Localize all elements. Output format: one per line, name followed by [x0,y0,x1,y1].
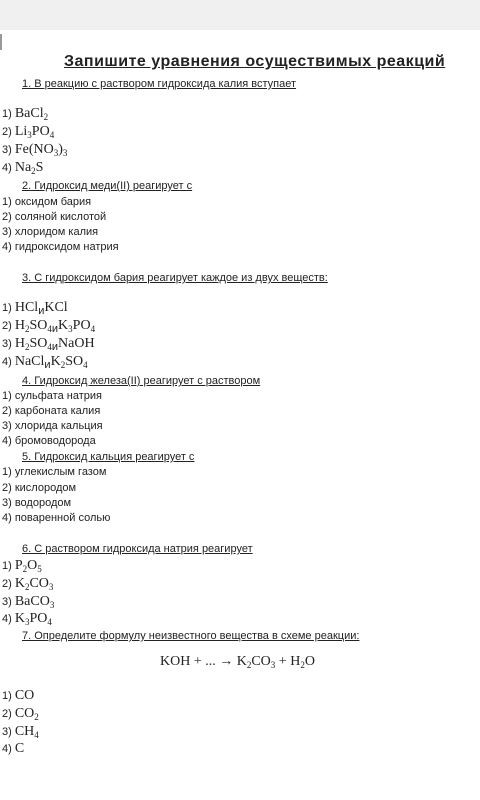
q4-option-3: 3) хлорида кальция [2,420,103,432]
edge-mark [0,34,2,50]
q2-option-2: 2) соляной кислотой [2,211,107,223]
q5-option-4: 4) поваренной солью [2,512,111,524]
q7-option-4: 4) C [2,741,25,756]
q4-option-4: 4) бромоводорода [2,435,96,447]
q6-option-4: 4) $K_3PO_4$ [2,611,52,627]
q1-option-4: 4) $Na_2S$ [2,160,44,176]
question-6: 6. С раствором гидроксида натрия реагирует [22,543,253,555]
question-1: 1. В реакцию с раствором гидроксида калия вступает [22,78,297,90]
q6-option-3: 3) BaCO$_3$ [2,594,55,610]
q1-option-2: 2) $Li_3PO_4$ [2,124,55,140]
q7-option-2: 2) $CO_2$ [2,706,39,722]
q2-option-1: 1) оксидом бария [2,196,92,208]
q3-option-3: 3) $H_2SO_{4и}NaOH$ [2,336,95,353]
question-3: 3. С гидроксидом бария реагирует каждое из двух веществ: [22,272,328,284]
question-4: 4. Гидроксид железа(II) реагирует с раствором [22,375,261,387]
question-2: 2. Гидроксид меди(II) реагирует с [22,180,193,192]
q3-option-1: 1) HCl$_и$KCl [2,300,68,317]
q5-option-1: 1) углекислым газом [2,466,107,478]
q1-option-3: 3) $Fe(NO_3)_3$ [2,142,68,158]
reaction-scheme: KOH + ... → $K_2CO_3 + H_2O$ [160,654,315,670]
q1-option-1: 1) BaCl$_2$ [2,106,49,122]
q4-option-1: 1) сульфата натрия [2,390,102,402]
question-5: 5. Гидроксид кальция реагирует с [22,451,195,463]
q4-option-2: 2) карбоната калия [2,405,101,417]
q7-option-1: 1) CO [2,688,35,703]
q5-option-2: 2) кислородом [2,482,77,494]
q7-option-3: 3) $CH_4$ [2,724,39,740]
q6-option-1: 1) $P_2O_5$ [2,558,42,574]
q5-option-3: 3) водородом [2,497,72,509]
page-title: Запишите уравнения осуществимых реакций [64,53,446,70]
top-bar [0,0,480,30]
q3-option-4: 4) $NaCl_иK_2SO_4$ [2,354,88,371]
q2-option-4: 4) гидроксидом натрия [2,241,119,253]
q2-option-3: 3) хлоридом калия [2,226,99,238]
question-7: 7. Определите формулу неизвестного вещества в схеме реакции: [22,630,360,642]
q3-option-2: 2) $H_2SO_{4и}K_3PO_4$ [2,318,96,335]
q6-option-2: 2) $K_2CO_3$ [2,576,54,592]
